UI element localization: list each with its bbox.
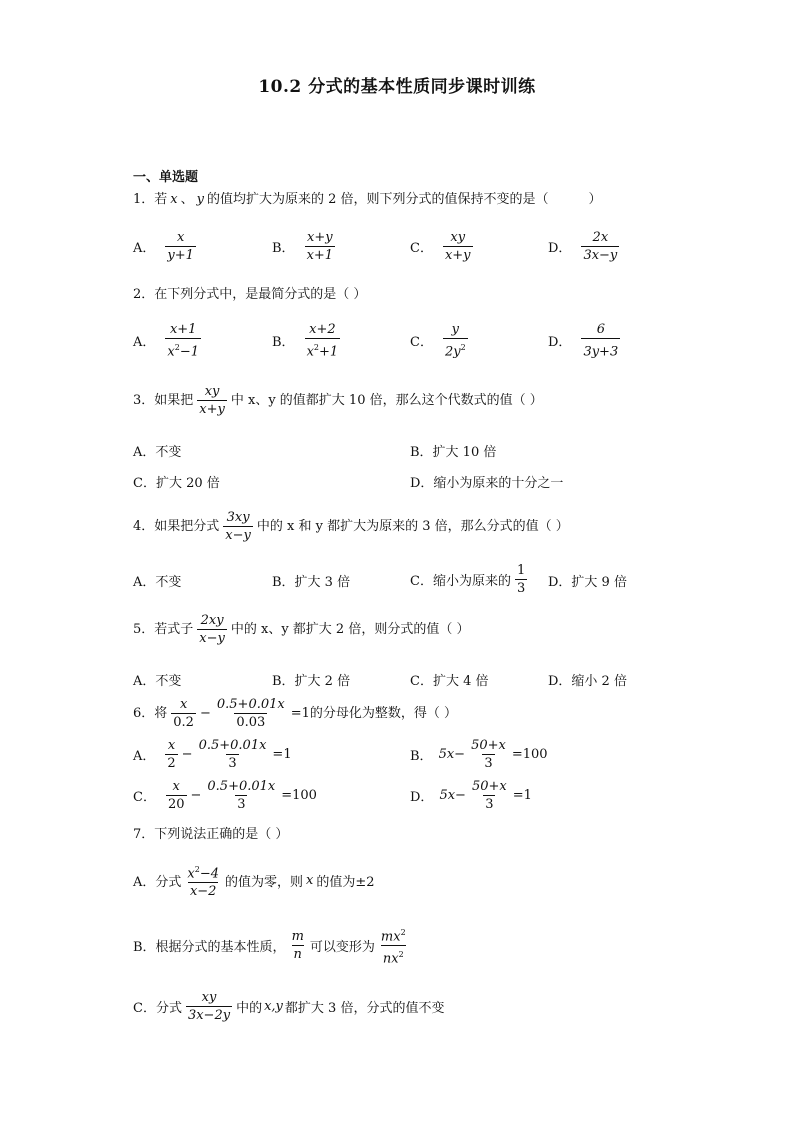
q1-paren-close: ） — [588, 192, 602, 207]
q4-fraction: $\frac{3xy}{x-y}$ — [225, 510, 251, 543]
q6-option-a-minus: − — [181, 747, 193, 762]
q7-option-a-suffix: 的值为±2 — [316, 875, 375, 891]
q3-option-c[interactable]: C．扩大 20 倍 — [133, 476, 220, 491]
q6-option-c-minus: − — [190, 788, 202, 803]
q6-fraction-2: $\frac{0.5+0.01x}{0.03}$ — [216, 697, 285, 730]
q5-option-d[interactable]: D．缩小 2 倍 — [548, 674, 627, 689]
q7-option-c-prefix: C．分式 — [133, 1001, 182, 1016]
q1-sep: 、 — [180, 192, 194, 207]
q1-option-c[interactable] — [410, 230, 477, 263]
q4-option-a[interactable]: A．不变 — [133, 575, 182, 590]
q7-option-b-fraction-2: $\frac{mx^2}{nx^2}$ — [380, 928, 406, 967]
q1-option-d-label: D． — [548, 241, 572, 256]
q5-option-c[interactable]: C．扩大 4 倍 — [410, 674, 489, 689]
q7-option-c-fraction: $\frac{xy}{3x-2y}$ — [187, 990, 231, 1023]
q7-option-b[interactable] — [133, 925, 412, 967]
question-3-stem — [133, 384, 543, 417]
q6-option-d-lead: 5x — [439, 788, 456, 803]
q7-option-b-fraction-1: $\frac{m}{n}$ — [291, 929, 304, 963]
q6-fraction-1: $\frac{x}{0.2}$ — [173, 697, 194, 730]
q4-option-b[interactable]: B．扩大 3 倍 — [272, 575, 351, 590]
q6-option-b-frac: $\frac{50+x}{3}$ — [471, 738, 506, 771]
q1-var-y: y — [196, 192, 204, 207]
q6-option-c-label: C． — [133, 790, 156, 805]
q6-option-c-frac-2: $\frac{0.5+0.01x}{3}$ — [207, 779, 276, 812]
q5-option-a[interactable]: A．不变 — [133, 674, 182, 689]
question-7-stem: 7．下列说法正确的是（ ） — [133, 827, 289, 842]
q2-option-c-fraction: $\frac{y}{2y^2}$ — [444, 322, 466, 360]
q6-option-a[interactable] — [133, 738, 292, 771]
q4-stem-suffix: 中的 x 和 y 都扩大为原来的 3 倍，那么分式的值（ ） — [256, 518, 569, 534]
question-6-stem — [133, 697, 457, 730]
q1-option-d-fraction: $\frac{2x}{3x-y}$ — [583, 230, 618, 263]
section-heading: 一、单选题 — [133, 170, 199, 185]
q2-option-d[interactable] — [548, 322, 624, 359]
q7-option-a-mid: 的值为零，则 — [225, 875, 304, 891]
q1-option-b-fraction: $\frac{x+y}{x+1}$ — [306, 230, 334, 263]
q5-option-b[interactable]: B．扩大 2 倍 — [272, 674, 351, 689]
q7-option-b-mid: 可以变形为 — [309, 940, 375, 956]
q1-stem-prefix: 1．若 — [133, 192, 168, 207]
q7-option-a-var: x — [306, 873, 314, 889]
q6-option-a-frac-2: $\frac{0.5+0.01x}{3}$ — [198, 738, 267, 771]
q2-option-b[interactable] — [272, 322, 344, 359]
q6-option-a-rhs: =1 — [272, 747, 292, 762]
q2-option-a[interactable] — [133, 322, 205, 359]
question-5-stem — [133, 613, 469, 646]
q2-option-d-fraction: $\frac{6}{3y+3}$ — [583, 322, 619, 360]
q2-option-d-label: D． — [548, 335, 572, 351]
q7-option-a[interactable] — [133, 862, 375, 899]
q3-stem-prefix: 3．如果把 — [133, 392, 194, 408]
q6-option-c[interactable] — [133, 779, 317, 812]
q1-option-a[interactable] — [133, 230, 200, 263]
q6-option-b[interactable] — [410, 738, 548, 771]
q1-var-x: x — [170, 192, 178, 207]
q2-option-c-label: C． — [410, 335, 433, 351]
q4-option-c-fraction: $\frac{1}{3}$ — [516, 563, 526, 596]
q4-option-c[interactable] — [410, 563, 531, 596]
q2-option-b-fraction: $\frac{x+2}{x^2+1}$ — [306, 322, 339, 360]
question-4-stem — [133, 510, 569, 543]
q1-option-a-fraction: $\frac{x}{y+1}$ — [167, 230, 194, 263]
q3-fraction: $\frac{xy}{x+y}$ — [199, 384, 225, 417]
q6-option-b-label: B． — [410, 749, 433, 764]
q7-option-a-prefix: A．分式 — [133, 875, 182, 891]
question-1-stem — [133, 190, 602, 210]
q6-option-d-label: D． — [410, 790, 434, 805]
q6-option-a-label: A． — [133, 749, 156, 764]
q3-stem-suffix: 中 x、y 的值都扩大 10 倍，那么这个代数式的值（ ） — [230, 392, 543, 408]
q6-stem-prefix: 6．将 — [133, 705, 168, 721]
q1-option-b-label: B． — [272, 241, 295, 256]
q1-option-c-label: C． — [410, 241, 433, 256]
question-2-stem: 2．在下列分式中，是最简分式的是（ ） — [133, 287, 367, 302]
q6-option-b-lead: 5x — [438, 747, 455, 762]
q6-option-d-frac: $\frac{50+x}{3}$ — [471, 779, 507, 812]
q6-option-a-frac-1: $\frac{x}{2}$ — [167, 738, 176, 771]
q6-minus: − — [199, 705, 211, 721]
q5-stem-prefix: 5．若式子 — [133, 621, 194, 637]
q5-fraction: $\frac{2xy}{x-y}$ — [199, 613, 225, 646]
q6-option-d[interactable] — [410, 779, 532, 812]
q2-option-c[interactable] — [410, 322, 472, 359]
q6-option-d-minus: − — [455, 788, 466, 803]
q6-option-b-rhs: =100 — [511, 747, 548, 762]
q6-option-d-rhs: =1 — [512, 788, 532, 803]
q7-option-c-mid: 中的 — [236, 1001, 263, 1016]
q7-option-a-fraction: $\frac{x^2-4}{x-2}$ — [187, 865, 219, 900]
q1-stem-suffix: 的值均扩大为原来的 2 倍，则下列分式的值保持不变的是（ — [207, 192, 549, 207]
q6-option-c-frac-1: $\frac{x}{20}$ — [167, 779, 185, 812]
q1-option-c-fraction: $\frac{xy}{x+y}$ — [444, 230, 471, 263]
q2-option-b-label: B． — [272, 335, 295, 351]
q7-option-c[interactable] — [133, 990, 444, 1023]
page-title: 10.2 分式的基本性质同步课时训练 — [258, 77, 536, 97]
q3-option-a[interactable]: A．不变 — [133, 445, 182, 460]
q1-option-b[interactable] — [272, 230, 339, 263]
q1-option-a-label: A． — [133, 241, 156, 256]
q6-rhs: =1 — [290, 705, 310, 721]
q3-option-d[interactable]: D．缩小为原来的十分之一 — [410, 476, 564, 491]
q4-option-c-text: C．缩小为原来的 — [410, 574, 511, 589]
q6-option-c-rhs: =100 — [281, 788, 317, 803]
q4-option-d[interactable]: D．扩大 9 倍 — [548, 575, 627, 590]
q7-option-c-suffix: 都扩大 3 倍，分式的值不变 — [284, 1001, 445, 1016]
q6-stem-suffix: 的分母化为整数，得（ ） — [309, 705, 458, 721]
q1-option-d[interactable] — [548, 230, 623, 263]
q2-option-a-label: A． — [133, 335, 156, 351]
q6-option-b-minus: − — [454, 747, 466, 762]
q7-option-c-vars: x,y — [264, 999, 283, 1014]
q4-stem-prefix: 4．如果把分式 — [133, 518, 220, 534]
q7-option-b-prefix: B．根据分式的基本性质， — [133, 940, 286, 956]
q3-option-b[interactable]: B．扩大 10 倍 — [410, 445, 497, 460]
q5-stem-suffix: 中的 x、y 都扩大 2 倍，则分式的值（ ） — [230, 621, 470, 637]
q2-option-a-fraction: $\frac{x+1}{x^2-1}$ — [167, 322, 199, 360]
